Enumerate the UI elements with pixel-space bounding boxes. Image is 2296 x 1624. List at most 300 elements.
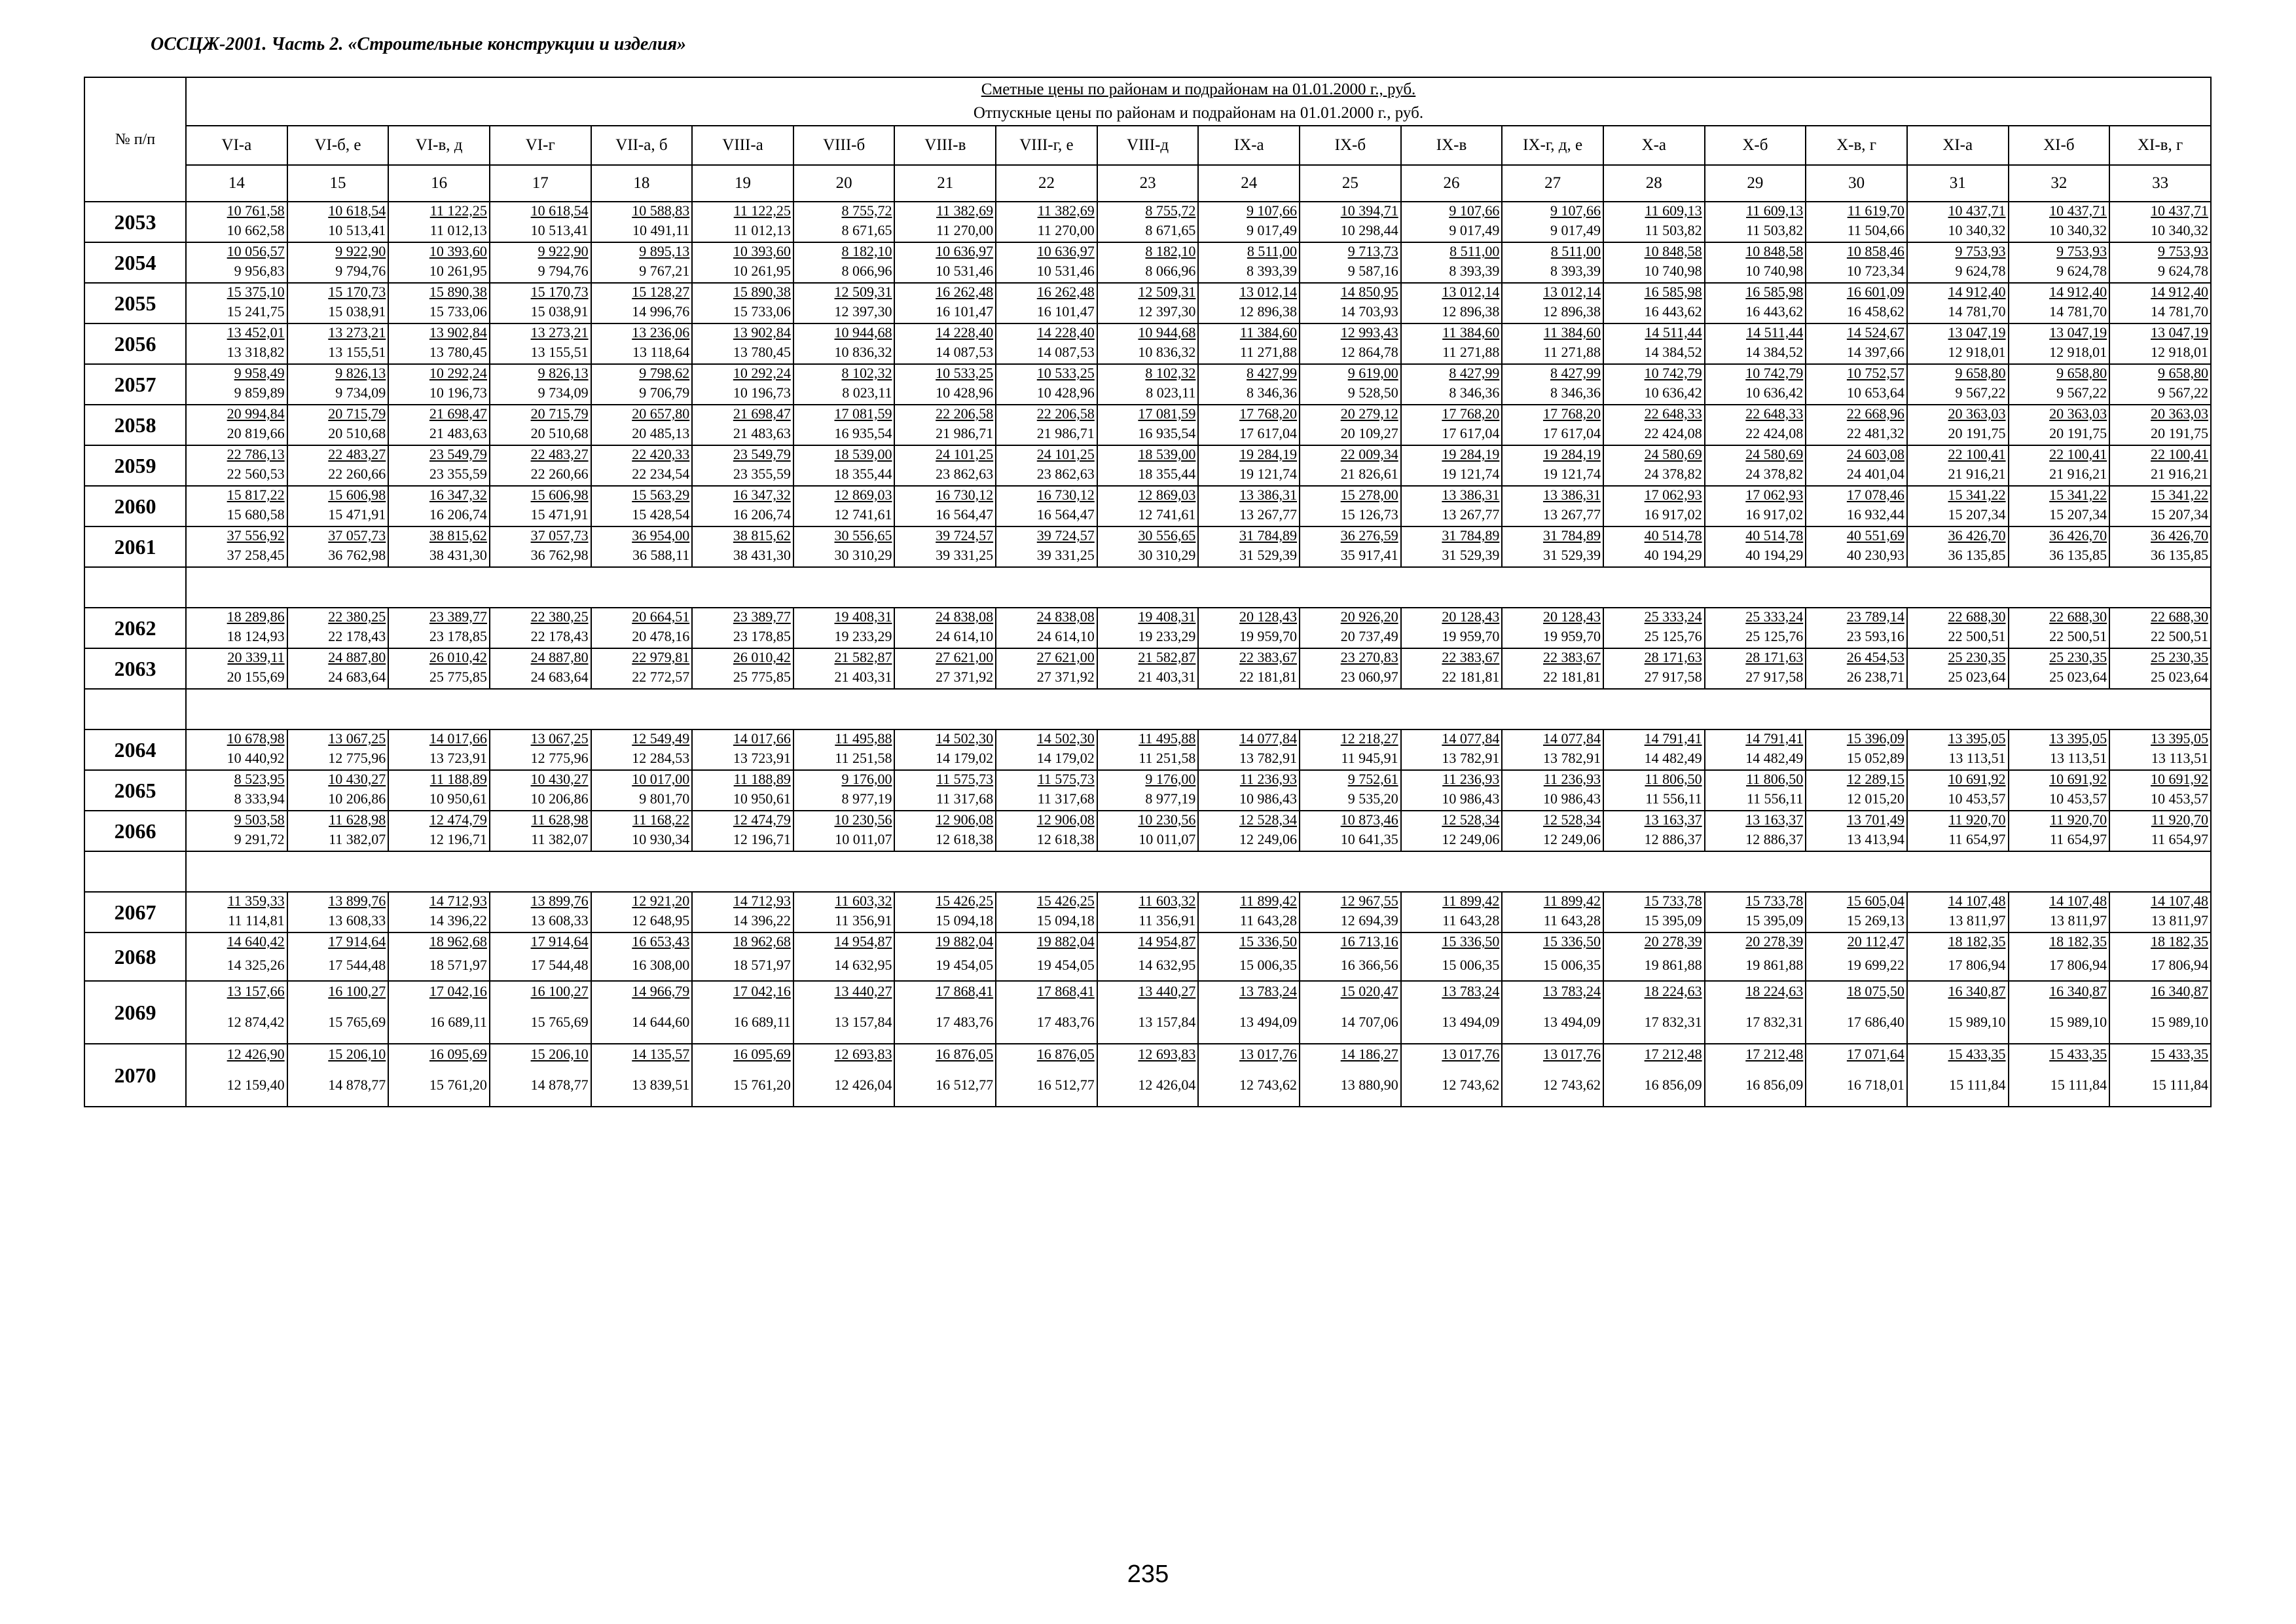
price-cell: [186, 283, 287, 323]
estimate-price: 20 715,79: [328, 405, 386, 422]
release-price: 14 707,06: [1340, 1014, 1398, 1030]
release-price: 11 643,28: [1442, 912, 1500, 929]
price-cell: [692, 811, 793, 851]
estimate-price: 15 206,10: [530, 1046, 589, 1062]
estimate-price: 22 420,33: [632, 446, 690, 462]
estimate-price: 18 539,00: [1138, 446, 1196, 462]
release-price: 15 989,10: [2151, 1014, 2208, 1030]
estimate-price: 25 230,35: [2151, 649, 2208, 665]
estimate-price: 13 902,84: [733, 324, 791, 341]
num-header: № п/п: [84, 77, 186, 202]
estimate-price: 14 017,66: [429, 730, 487, 747]
estimate-price: 12 693,83: [1138, 1046, 1196, 1062]
release-price: 30 310,29: [834, 547, 892, 563]
release-price: 17 832,31: [1644, 1014, 1702, 1030]
estimate-price: 9 107,66: [1449, 202, 1500, 219]
release-price: 13 839,51: [632, 1077, 690, 1093]
estimate-price: 13 783,24: [1542, 983, 1601, 999]
estimate-price: 24 580,69: [1644, 446, 1702, 462]
price-cell: [1300, 729, 1401, 770]
release-price: 12 284,53: [632, 750, 690, 766]
estimate-price: 12 426,90: [227, 1046, 285, 1062]
price-cell: [1705, 445, 1806, 486]
price-cell: [490, 608, 591, 648]
estimate-price: 11 236,93: [1543, 771, 1601, 787]
price-cell: [1907, 445, 2009, 486]
release-price: 12 864,78: [1340, 344, 1398, 360]
estimate-price: 10 691,92: [2151, 771, 2208, 787]
estimate-price: 20 657,80: [632, 405, 690, 422]
column-header: Х-в, г: [1806, 126, 1907, 165]
estimate-price: 22 979,81: [632, 649, 690, 665]
price-cell: [1097, 648, 1199, 689]
estimate-price: 9 658,80: [2056, 365, 2107, 381]
estimate-price: 39 724,57: [1036, 527, 1095, 544]
release-price: 8 346,36: [1247, 384, 1298, 401]
price-cell: [1097, 242, 1199, 283]
release-price: 21 916,21: [2151, 466, 2208, 482]
price-cell: [1401, 932, 1503, 981]
release-price: 12 648,95: [632, 912, 690, 929]
price-cell: [1198, 648, 1300, 689]
estimate-price: 19 882,04: [936, 933, 994, 950]
estimate-price: 10 533,25: [1036, 365, 1095, 381]
price-cell: [388, 526, 490, 567]
price-cell: [186, 405, 287, 445]
estimate-price: 11 236,93: [1442, 771, 1500, 787]
release-price: 19 861,88: [1745, 957, 1804, 973]
price-cell: [1198, 283, 1300, 323]
release-price: 22 234,54: [632, 466, 690, 482]
release-price: 15 111,84: [1949, 1077, 2006, 1093]
release-price: 25 125,76: [1745, 628, 1804, 644]
estimate-price: 11 575,73: [1037, 771, 1095, 787]
estimate-price: 8 523,95: [234, 771, 285, 787]
release-price: 15 006,35: [1442, 957, 1500, 973]
estimate-price: 11 384,60: [1442, 324, 1500, 341]
release-price: 19 699,22: [1846, 957, 1904, 973]
empty-cell: [84, 851, 186, 892]
price-cell: [894, 202, 996, 242]
estimate-price: 12 693,83: [834, 1046, 892, 1062]
column-header: Х-б: [1705, 126, 1806, 165]
table-row: [84, 932, 2211, 981]
release-price: 15 989,10: [2049, 1014, 2107, 1030]
release-price: 20 737,49: [1340, 628, 1398, 644]
release-price: 11 271,88: [1543, 344, 1601, 360]
estimate-price: 14 791,41: [1644, 730, 1702, 747]
column-number: 14: [186, 165, 287, 202]
price-cell: [1300, 1044, 1401, 1107]
price-cell: [388, 1044, 490, 1107]
estimate-price: 13 163,37: [1644, 811, 1702, 828]
estimate-price: 16 347,32: [733, 487, 791, 503]
estimate-price: 22 786,13: [227, 446, 285, 462]
release-price: 15 395,09: [1745, 912, 1804, 929]
estimate-price: 14 712,93: [429, 893, 487, 909]
price-cell: [388, 405, 490, 445]
estimate-price: 10 761,58: [227, 202, 285, 219]
release-price: 24 378,82: [1644, 466, 1702, 482]
estimate-price: 24 887,80: [530, 649, 589, 665]
price-cell: [1603, 608, 1705, 648]
release-price: 18 571,97: [733, 957, 791, 973]
price-cell: [2009, 405, 2110, 445]
release-price: 10 636,42: [1745, 384, 1804, 401]
release-price: 19 454,05: [1036, 957, 1095, 973]
release-price: 20 485,13: [632, 425, 690, 441]
price-cell: [1300, 283, 1401, 323]
release-price: 12 886,37: [1644, 831, 1702, 847]
release-price: 14 644,60: [632, 1014, 690, 1030]
estimate-price: 23 270,83: [1340, 649, 1398, 665]
price-cell: [1198, 811, 1300, 851]
price-cell: [996, 608, 1097, 648]
release-price: 12 886,37: [1745, 831, 1804, 847]
estimate-price: 15 206,10: [328, 1046, 386, 1062]
price-cell: [894, 283, 996, 323]
release-price: 39 331,25: [1036, 547, 1095, 563]
estimate-price: 21 582,87: [834, 649, 892, 665]
release-price: 19 233,29: [1138, 628, 1196, 644]
release-price: 23 593,16: [1846, 628, 1904, 644]
price-cell: [1502, 405, 1603, 445]
price-cell: [591, 242, 693, 283]
estimate-price: 16 340,87: [2151, 983, 2208, 999]
estimate-price: 15 020,47: [1340, 983, 1398, 999]
row-number: 2054: [84, 242, 186, 283]
price-cell: [388, 283, 490, 323]
table-row: [84, 405, 2211, 445]
price-cell: [1097, 770, 1199, 811]
release-price: 16 512,77: [936, 1077, 994, 1093]
price-cell: [1603, 811, 1705, 851]
price-cell: [1097, 486, 1199, 526]
estimate-price: 10 533,25: [936, 365, 994, 381]
release-price: 12 743,62: [1239, 1077, 1298, 1093]
price-cell: [1097, 405, 1199, 445]
release-price: 19 959,70: [1239, 628, 1298, 644]
price-cell: [793, 608, 895, 648]
estimate-price: 10 437,71: [2151, 202, 2208, 219]
price-cell: [1300, 770, 1401, 811]
estimate-price: 10 292,24: [733, 365, 791, 381]
estimate-price: 11 619,70: [1847, 202, 1904, 219]
release-price: 20 191,75: [2151, 425, 2208, 441]
estimate-price: 18 075,50: [1846, 983, 1904, 999]
release-price: 13 113,51: [2049, 750, 2107, 766]
estimate-price: 15 426,25: [936, 893, 994, 909]
estimate-price: 16 601,09: [1846, 284, 1904, 300]
estimate-price: 24 603,08: [1846, 446, 1904, 462]
estimate-price: 9 619,00: [1347, 365, 1398, 381]
estimate-price: 13 902,84: [429, 324, 487, 341]
row-number: 2058: [84, 405, 186, 445]
release-price: 20 155,69: [227, 669, 285, 685]
estimate-price: 15 341,22: [2151, 487, 2208, 503]
price-cell: [186, 608, 287, 648]
price-cell: [591, 892, 693, 932]
release-price: 15 207,34: [2049, 506, 2107, 523]
estimate-price: 10 752,57: [1846, 365, 1904, 381]
price-cell: [1907, 811, 2009, 851]
price-cell: [186, 981, 287, 1044]
estimate-price: 26 010,42: [733, 649, 791, 665]
estimate-price: 13 783,24: [1442, 983, 1500, 999]
price-cell: [1300, 445, 1401, 486]
column-number: 28: [1603, 165, 1705, 202]
price-cell: [894, 729, 996, 770]
release-price: 22 500,51: [1948, 628, 2006, 644]
price-cell: [692, 323, 793, 364]
price-cell: [894, 932, 996, 981]
estimate-price: 12 869,03: [834, 487, 892, 503]
price-cell: [996, 283, 1097, 323]
price-cell: [1300, 811, 1401, 851]
release-price: 16 689,11: [429, 1014, 487, 1030]
estimate-price: 21 582,87: [1138, 649, 1196, 665]
price-cell: [1198, 608, 1300, 648]
release-price: 13 780,45: [733, 344, 791, 360]
estimate-price: 15 606,98: [530, 487, 589, 503]
price-cell: [388, 770, 490, 811]
release-price: 40 230,93: [1846, 547, 1904, 563]
estimate-price: 20 339,11: [227, 649, 285, 665]
price-cell: [1097, 283, 1199, 323]
estimate-price: 22 100,41: [1948, 446, 2006, 462]
release-price: 9 801,70: [639, 790, 690, 807]
release-price: 14 781,70: [1948, 303, 2006, 320]
price-cell: [2109, 648, 2211, 689]
release-price: 13 782,91: [1442, 750, 1500, 766]
row-number: 2059: [84, 445, 186, 486]
price-cell: [2109, 202, 2211, 242]
price-cell: [2009, 242, 2110, 283]
release-price: 12 896,38: [1542, 303, 1601, 320]
estimate-price: 16 347,32: [429, 487, 487, 503]
price-cell: [2109, 526, 2211, 567]
price-cell: [1097, 932, 1199, 981]
release-price: 11 654,97: [1948, 831, 2006, 847]
price-cell: [1401, 202, 1503, 242]
price-cell: [287, 729, 389, 770]
release-price: 16 206,74: [429, 506, 487, 523]
price-cell: [591, 526, 693, 567]
price-cell: [1907, 892, 2009, 932]
estimate-price: 16 262,48: [936, 284, 994, 300]
release-price: 14 878,77: [328, 1077, 386, 1093]
price-cell: [1603, 729, 1705, 770]
price-cell: [591, 811, 693, 851]
price-cell: [388, 242, 490, 283]
estimate-price: 11 628,98: [329, 811, 386, 828]
estimate-price: 22 668,96: [1846, 405, 1904, 422]
price-cell: [1401, 892, 1503, 932]
estimate-price: 31 784,89: [1442, 527, 1500, 544]
release-price: 9 624,78: [2158, 263, 2208, 279]
estimate-price: 11 609,13: [1746, 202, 1804, 219]
row-number: 2053: [84, 202, 186, 242]
estimate-price: 12 906,08: [936, 811, 994, 828]
column-header: Х-а: [1603, 126, 1705, 165]
estimate-price: 17 768,20: [1442, 405, 1500, 422]
estimate-price: 15 890,38: [733, 284, 791, 300]
table-row: [84, 770, 2211, 811]
release-price: 10 513,41: [328, 222, 386, 238]
price-cell: [1603, 445, 1705, 486]
price-cell: [1198, 202, 1300, 242]
price-cell: [1603, 981, 1705, 1044]
release-price: 12 896,38: [1239, 303, 1298, 320]
price-cell: [186, 526, 287, 567]
price-cell: [1198, 981, 1300, 1044]
release-price: 8 066,96: [1145, 263, 1196, 279]
release-price: 13 880,90: [1340, 1077, 1398, 1093]
estimate-price: 10 437,71: [1948, 202, 2006, 219]
estimate-price: 11 628,98: [531, 811, 589, 828]
release-price: 23 355,59: [429, 466, 487, 482]
release-price: 10 513,41: [530, 222, 589, 238]
release-price: 16 308,00: [632, 957, 690, 973]
estimate-price: 11 806,50: [1645, 771, 1702, 787]
release-price: 10 453,57: [1948, 790, 2006, 807]
price-cell: [1300, 892, 1401, 932]
price-cell: [692, 526, 793, 567]
estimate-price: 10 430,27: [530, 771, 589, 787]
release-price: 8 346,36: [1550, 384, 1601, 401]
estimate-price: 26 010,42: [429, 649, 487, 665]
release-price: 16 101,47: [1036, 303, 1095, 320]
price-cell: [1198, 445, 1300, 486]
estimate-price: 11 236,93: [1239, 771, 1298, 787]
release-price: 12 741,61: [834, 506, 892, 523]
price-cell: [287, 608, 389, 648]
price-cell: [1097, 981, 1199, 1044]
release-price: 27 371,92: [1036, 669, 1095, 685]
estimate-price: 8 427,99: [1247, 365, 1298, 381]
release-price: 21 403,31: [834, 669, 892, 685]
column-header: VIII-г, е: [996, 126, 1097, 165]
price-cell: [287, 323, 389, 364]
estimate-price: 13 783,24: [1239, 983, 1298, 999]
release-price: 9 624,78: [1955, 263, 2006, 279]
release-price: 12 249,06: [1442, 831, 1500, 847]
price-cell: [186, 892, 287, 932]
estimate-price: 14 228,40: [1036, 324, 1095, 341]
estimate-price: 10 588,83: [632, 202, 690, 219]
estimate-price: 17 868,41: [936, 983, 994, 999]
release-price: 22 560,53: [227, 466, 285, 482]
price-cell: [1907, 283, 2009, 323]
estimate-price: 14 135,57: [632, 1046, 690, 1062]
release-price: 24 378,82: [1745, 466, 1804, 482]
price-cell: [2109, 608, 2211, 648]
price-cell: [1401, 405, 1503, 445]
release-price: 24 614,10: [936, 628, 994, 644]
column-number: 30: [1806, 165, 1907, 202]
estimate-price: 11 920,70: [2151, 811, 2208, 828]
estimate-price: 9 922,90: [538, 243, 589, 259]
price-cell: [1907, 405, 2009, 445]
release-price: 15 052,89: [1846, 750, 1904, 766]
price-cell: [2009, 283, 2110, 323]
estimate-price: 14 912,40: [2151, 284, 2208, 300]
release-price: 10 340,32: [2049, 222, 2107, 238]
price-cell: [1097, 811, 1199, 851]
price-cell: [186, 811, 287, 851]
estimate-price: 25 230,35: [1948, 649, 2006, 665]
release-price: 19 233,29: [834, 628, 892, 644]
price-cell: [186, 1044, 287, 1107]
price-cell: [1198, 242, 1300, 283]
release-price: 11 382,07: [531, 831, 589, 847]
estimate-price: 14 524,67: [1846, 324, 1904, 341]
release-price: 10 340,32: [1948, 222, 2006, 238]
column-header: IX-г, д, е: [1502, 126, 1603, 165]
row-number: 2066: [84, 811, 186, 851]
estimate-price: 25 333,24: [1745, 608, 1804, 625]
release-price: 15 733,06: [429, 303, 487, 320]
estimate-price: 13 067,25: [530, 730, 589, 747]
price-cell: [1502, 932, 1603, 981]
price-cell: [1806, 242, 1907, 283]
release-price: 15 733,06: [733, 303, 791, 320]
price-cell: [388, 445, 490, 486]
estimate-price: 10 430,27: [328, 771, 386, 787]
release-price: 17 806,94: [2049, 957, 2107, 973]
estimate-price: 14 511,44: [1746, 324, 1804, 341]
empty-cell: [186, 567, 2211, 608]
release-price: 14 087,53: [936, 344, 994, 360]
release-price: 16 564,47: [936, 506, 994, 523]
estimate-price: 17 071,64: [1846, 1046, 1904, 1062]
price-cell: [1907, 242, 2009, 283]
price-cell: [793, 1044, 895, 1107]
estimate-price: 9 753,93: [2158, 243, 2208, 259]
release-price: 15 761,20: [733, 1077, 791, 1093]
column-number: 32: [2009, 165, 2110, 202]
release-price: 12 743,62: [1542, 1077, 1601, 1093]
price-cell: [996, 981, 1097, 1044]
release-price: 36 135,85: [2151, 547, 2208, 563]
price-cell: [490, 932, 591, 981]
release-price: 14 179,02: [1036, 750, 1095, 766]
release-price: 14 396,22: [733, 912, 791, 929]
estimate-price: 15 563,29: [632, 487, 690, 503]
release-price: 14 632,95: [1138, 957, 1196, 973]
release-price: 8 023,11: [842, 384, 892, 401]
estimate-price: 30 556,65: [1138, 527, 1196, 544]
price-cell: [1401, 729, 1503, 770]
table-row: [84, 892, 2211, 932]
estimate-price: 14 077,84: [1239, 730, 1298, 747]
price-cell: [186, 242, 287, 283]
release-price: 21 916,21: [1948, 466, 2006, 482]
table-row: [84, 648, 2211, 689]
price-cell: [1705, 648, 1806, 689]
estimate-price: 21 698,47: [429, 405, 487, 422]
header-row-title: [84, 77, 2211, 126]
price-cell: [1705, 526, 1806, 567]
empty-cell: [186, 851, 2211, 892]
release-price: 15 241,75: [227, 303, 285, 320]
release-price: 11 114,81: [228, 912, 285, 929]
estimate-price: 15 170,73: [328, 284, 386, 300]
price-cell: [2009, 608, 2110, 648]
release-price: 13 723,91: [429, 750, 487, 766]
table-row: [84, 1044, 2211, 1107]
price-cell: [793, 202, 895, 242]
